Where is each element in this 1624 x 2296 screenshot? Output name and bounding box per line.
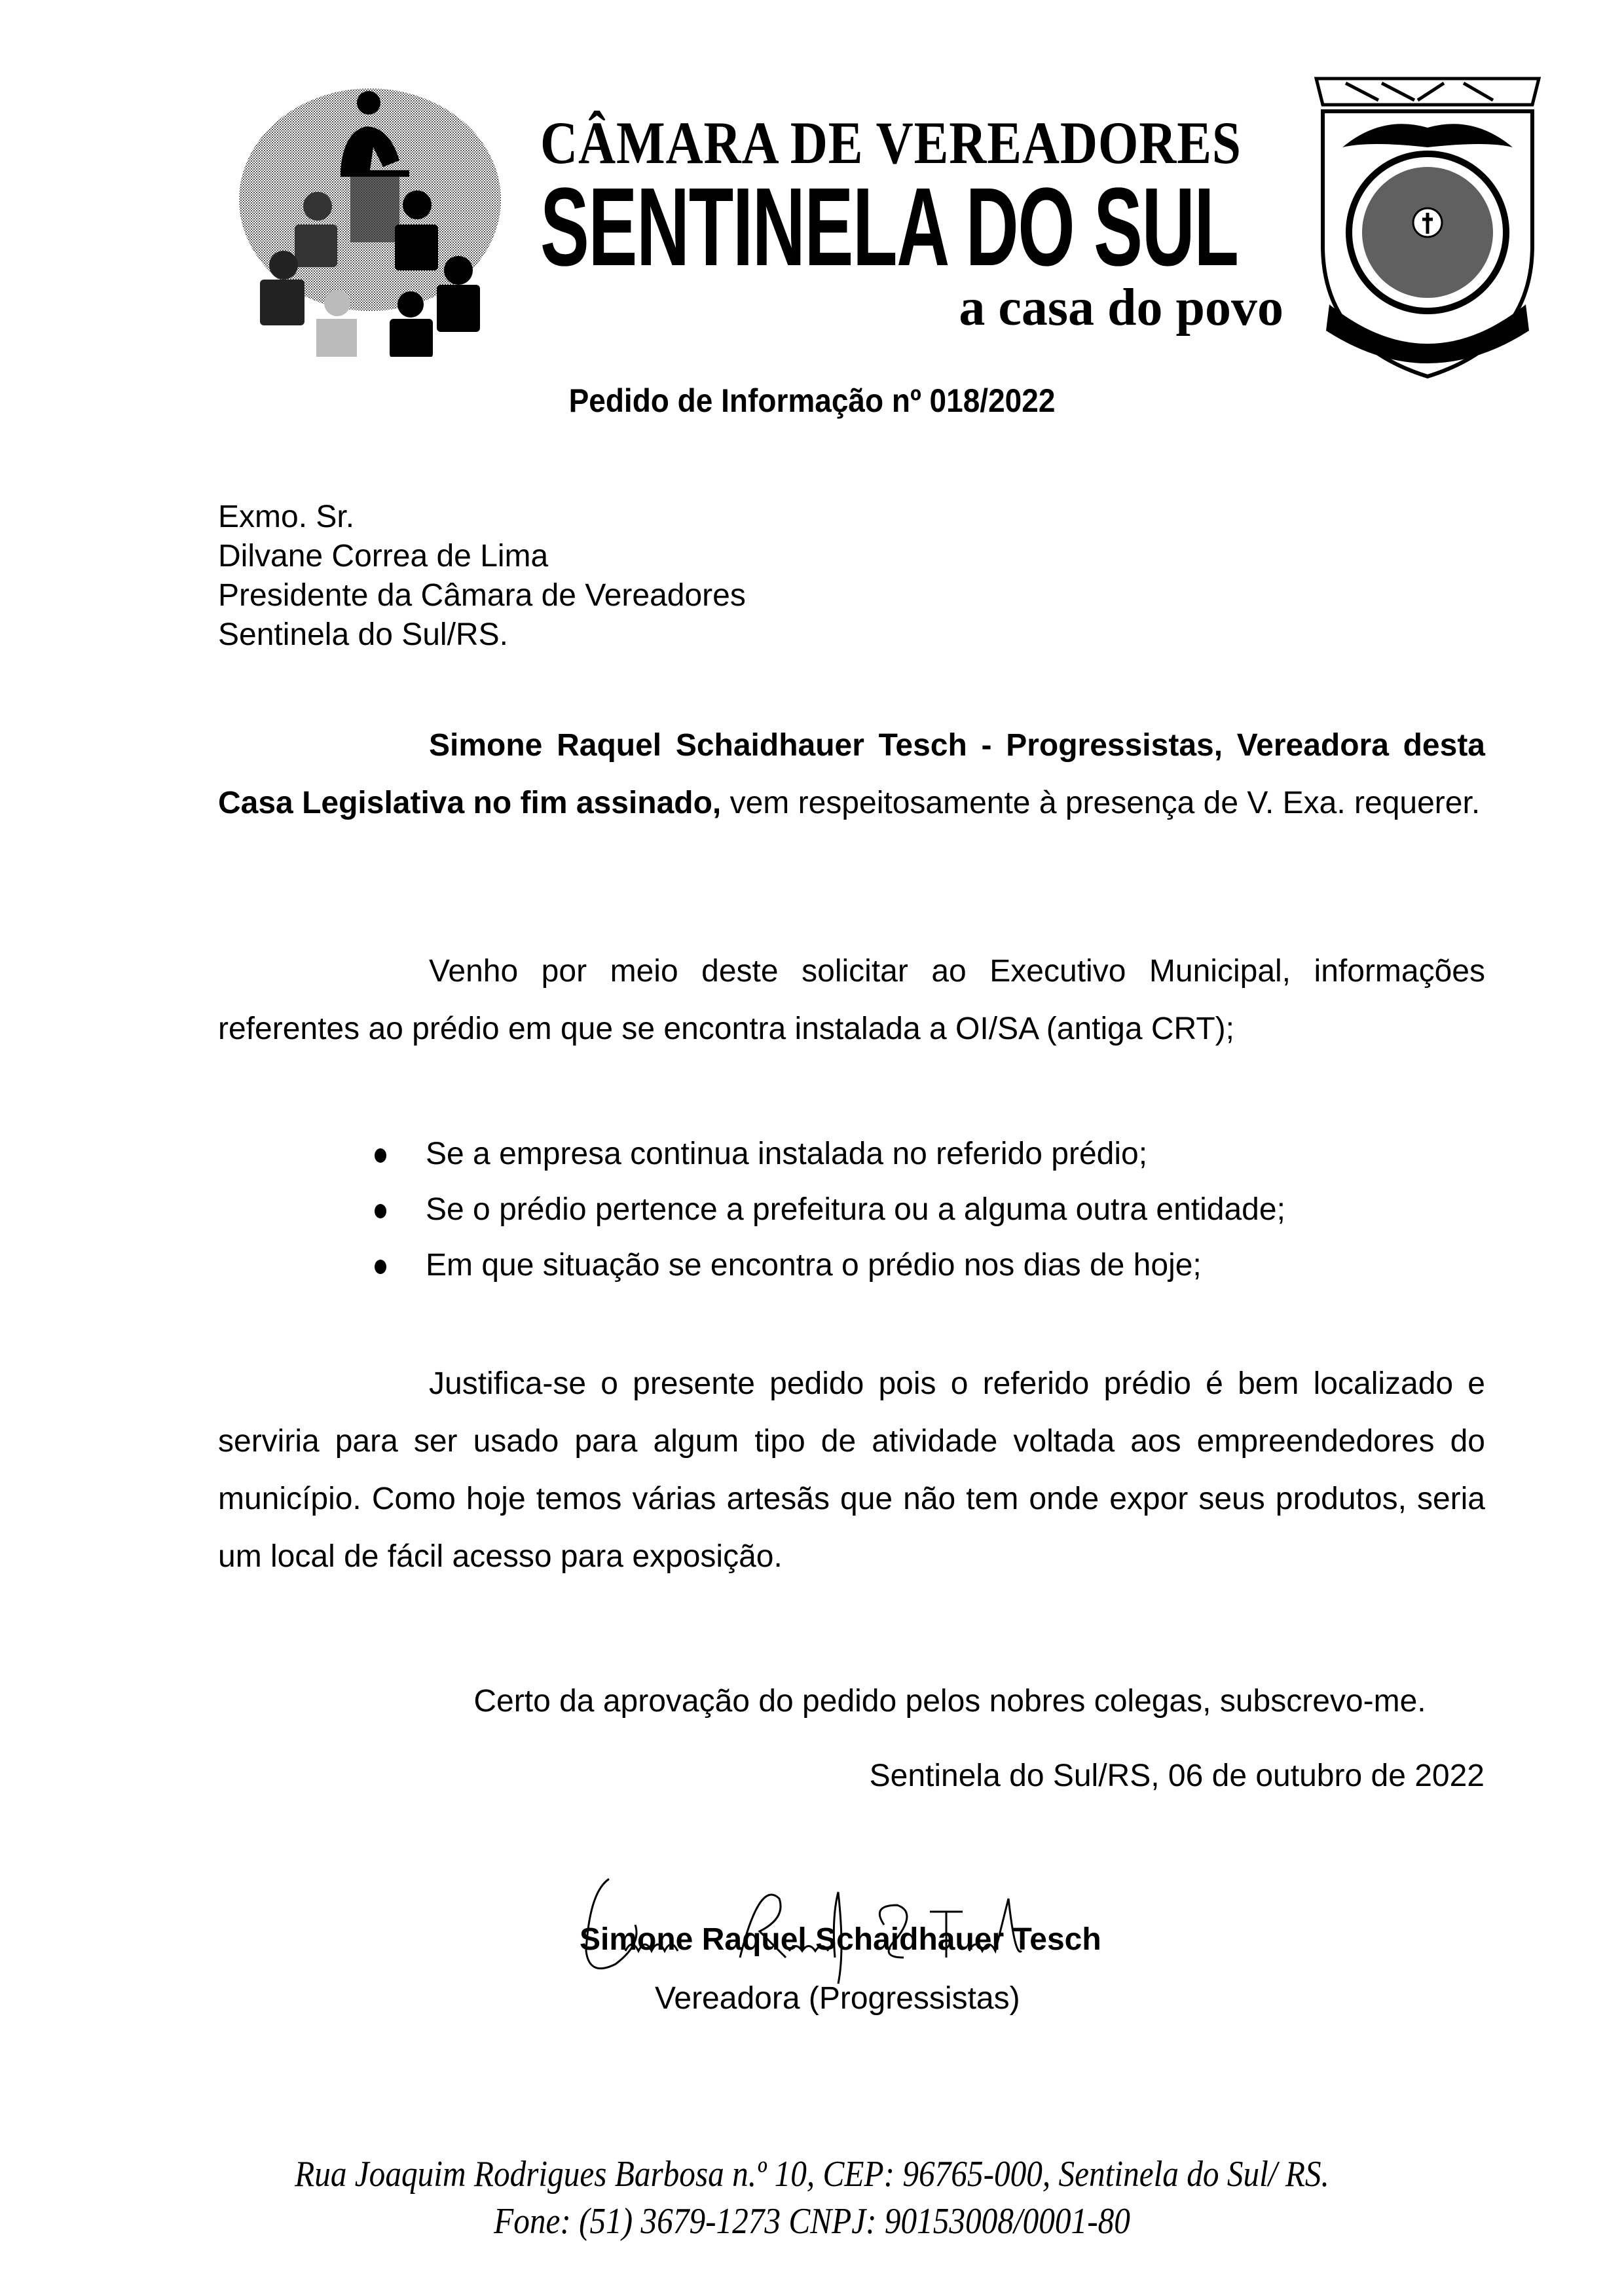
bullet-icon (375, 1204, 386, 1218)
list-item: Se a empresa continua instalada no referido prédio; (367, 1126, 1285, 1182)
signatory-name: Simone Raquel Schaidhauer Tesch (580, 1922, 1101, 1957)
letterhead-line1: CÂMARA DE VEREADORES (540, 109, 1242, 176)
footer-address: Rua Joaquim Rodrigues Barbosa n.º 10, CEP: 96765-000, Sentinela do Sul/ RS. (295, 2154, 1329, 2195)
addressee-salutation: Exmo. Sr. (218, 500, 355, 534)
list-item: Em que situação se encontra o prédio nos dias de hoje; (367, 1237, 1285, 1293)
justification-text: Justifica-se o presente pedido pois o referido prédio é bem localizado e serviria para ser usado para algum tipo de atividade voltada aos empreendedores do município. Como hoje temos várias artesãs que não tem onde expor seus produtos, seria um local de fácil acesso para exposição. (218, 1366, 1485, 1574)
addressee-location: Sentinela do Sul/RS. (218, 617, 508, 652)
justification-paragraph (218, 1355, 1485, 1586)
place-date: Sentinela do Sul/RS, 06 de outubro de 2022 (869, 1758, 1485, 1793)
bullet-icon (375, 1260, 386, 1274)
bullet-icon (375, 1148, 386, 1163)
footer (0, 2151, 1624, 2245)
addressee-block (218, 498, 746, 655)
intro-bold-text: Simone Raquel Schaidhauer Tesch - Progressistas, Vereadora desta Casa Legislativa no fim assinado, (218, 728, 1485, 820)
people-assembly-icon (232, 69, 507, 357)
letterhead-slogan: a casa do povo (959, 279, 1283, 337)
closing-paragraph: Certo da aprovação do pedido pelos nobres colegas, subscrevo-me. (473, 1684, 1426, 1719)
intro-text: vem respeitosamente à presença de V. Exa. requerer. (721, 786, 1481, 820)
municipal-coat-of-arms-icon (1303, 69, 1552, 383)
document-title: Pedido de Informação nº 018/2022 (568, 382, 1056, 419)
addressee-name: Dilvane Correa de Lima (218, 539, 549, 574)
request-paragraph (218, 943, 1485, 1058)
intro-paragraph (218, 717, 1485, 832)
request-items-list (367, 1126, 1285, 1293)
list-item: Se o prédio pertence a prefeitura ou a alguma outra entidade; (367, 1182, 1285, 1237)
addressee-position: Presidente da Câmara de Vereadores (218, 578, 746, 613)
request-text: Venho por meio deste solicitar ao Executivo Municipal, informações referentes ao prédio em que se encontra instalada a OI/SA (antiga CRT); (218, 954, 1485, 1046)
signatory-role: Vereadora (Progressistas) (655, 1981, 1020, 2016)
footer-contact: Fone: (51) 3679-1273 CNPJ: 90153008/0001-80 (494, 2201, 1130, 2242)
letterhead-line2: SENTINELA DO SUL (540, 165, 1238, 289)
